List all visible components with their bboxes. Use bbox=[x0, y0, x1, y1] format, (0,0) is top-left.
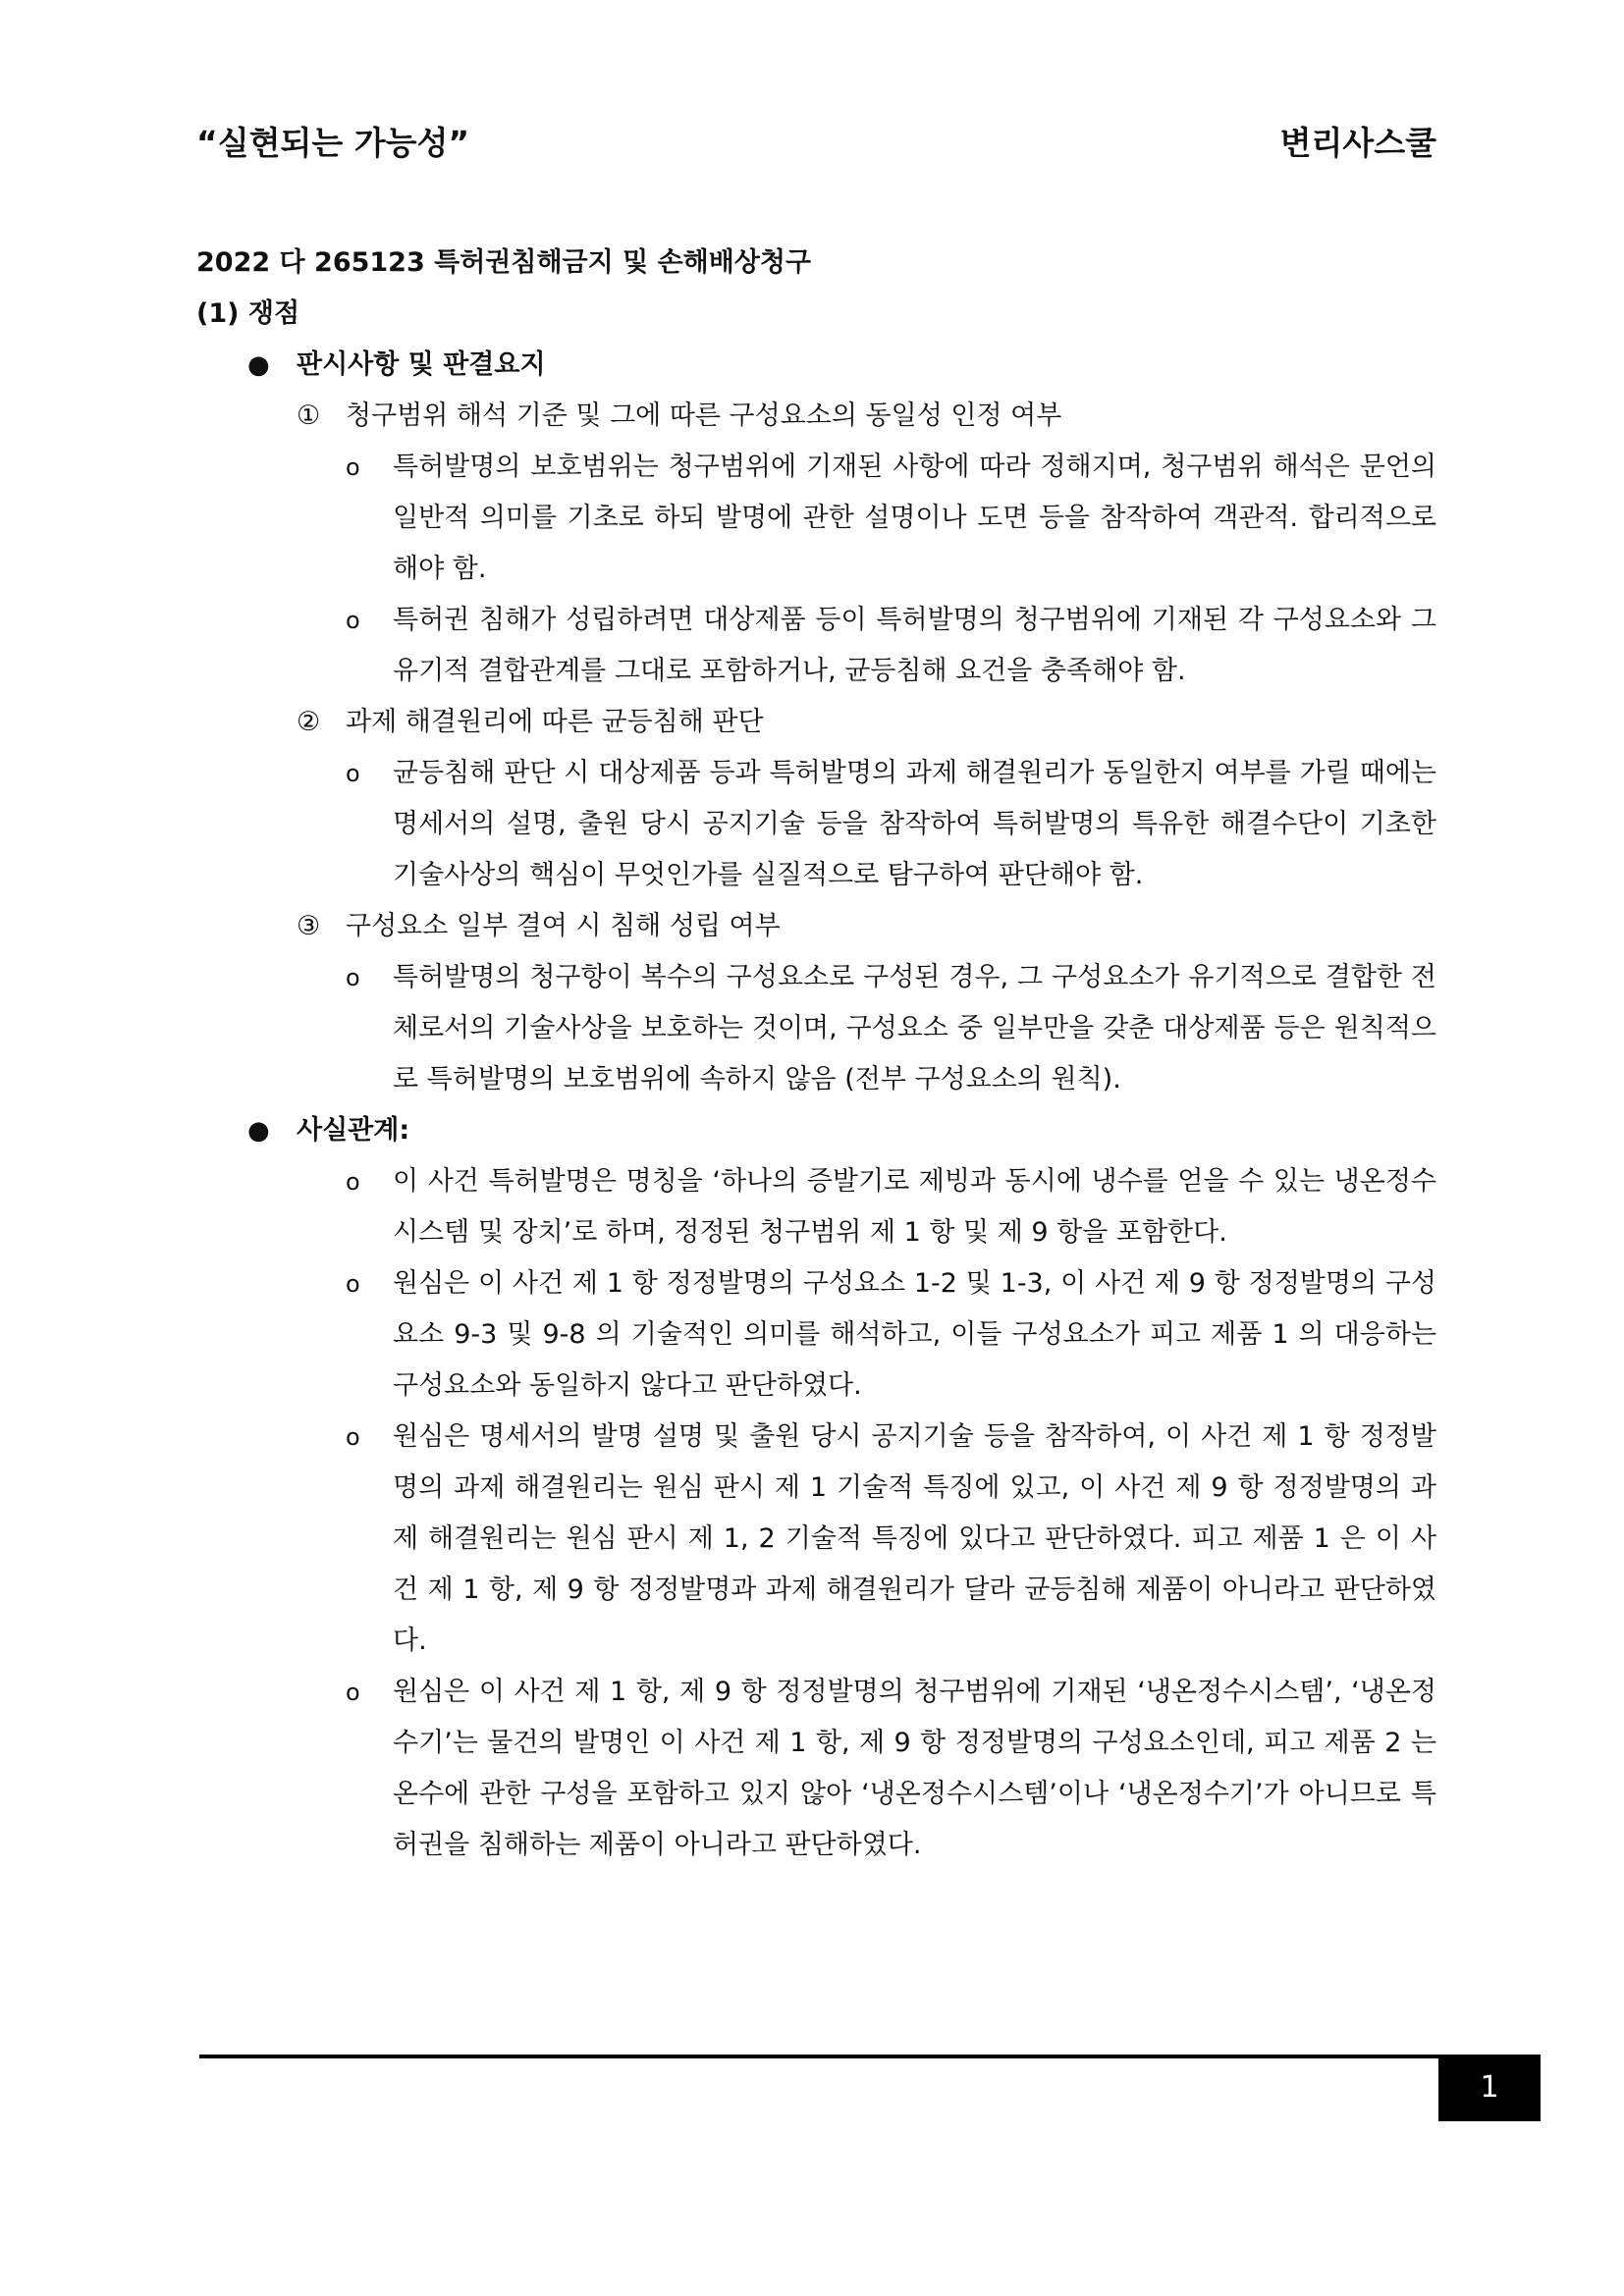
numbered-item-text: 과제 해결원리에 따른 균등침해 판단 bbox=[346, 707, 764, 737]
case-title: 2022 다 265123 특허권침해금지 및 손해배상청구 bbox=[196, 247, 812, 278]
sub-bullet-text: 특허발명의 청구항이 복수의 구성요소로 구성된 경우, 그 구성요소가 유기적으로 결합한 전체로서의 기술사상을 보호하는 것이며, 구성요소 중 일부만을 갖춘 대상제품 등은 원칙적으로 특허발명의 보호범위에 속하지 않음 (전부 구성요소의 원칙). bbox=[393, 962, 1436, 1095]
sub-bullet bbox=[196, 442, 1436, 595]
hollow-circle-icon: o bbox=[346, 1168, 360, 1196]
bullet-holdings bbox=[196, 340, 1436, 391]
sub-bullet-text: 이 사건 특허발명은 명칭을 ‘하나의 증발기로 제빙과 동시에 냉수를 얻을 수 있는 냉온정수시스템 및 장치’로 하며, 정정된 청구범위 제 1 항 및 제 9 항을 포함한다. bbox=[393, 1166, 1436, 1248]
page-number: 1 bbox=[1438, 2055, 1541, 2121]
sub-bullet bbox=[196, 1258, 1436, 1412]
numbered-item bbox=[196, 697, 1436, 748]
numbered-item-text: 청구범위 해석 기준 및 그에 따른 구성요소의 동일성 인정 여부 bbox=[346, 400, 1062, 431]
header-left-title: “실현되는 가능성” bbox=[196, 124, 470, 162]
sub-bullet-text: 특허권 침해가 성립하려면 대상제품 등이 특허발명의 청구범위에 기재된 각 구성요소와 그 유기적 결합관계를 그대로 포함하거나, 균등침해 요건을 충족해야 함. bbox=[393, 605, 1436, 686]
numbered-item-text: 구성요소 일부 결여 시 침해 성립 여부 bbox=[346, 911, 781, 941]
sub-bullet-text: 원심은 이 사건 제 1 항, 제 9 항 정정발명의 청구범위에 기재된 ‘냉온정수시스템’, ‘냉온정수기’는 물건의 발명인 이 사건 제 1 항, 제 9 항 정정발명의 구성요소인데, 피고 제품 2 는 온수에 관한 구성을 포함하고 있지 않아 ‘냉온정수시스템’이나 ‘냉온정수기’가 아니므로 특허권을 침해하는 제품이 아니라고 판단하였다. bbox=[393, 1677, 1436, 1860]
circled-number: ③ bbox=[297, 911, 321, 941]
hollow-circle-icon: o bbox=[346, 760, 360, 787]
hollow-circle-icon: o bbox=[346, 454, 360, 481]
bullet-dot-icon: ● bbox=[247, 1116, 270, 1146]
sub-bullet bbox=[196, 595, 1436, 697]
hollow-circle-icon: o bbox=[346, 607, 360, 634]
sub-bullet bbox=[196, 1412, 1436, 1667]
sub-bullet-text: 균등침해 판단 시 대상제품 등과 특허발명의 과제 해결원리가 동일한지 여부를 가릴 때에는 명세서의 설명, 출원 당시 공지기술 등을 참작하여 특허발명의 특유한 해결수단이 기초한 기술사상의 핵심이 무엇인가를 실질적으로 탐구하여 판단해야 함. bbox=[393, 758, 1436, 890]
hollow-circle-icon: o bbox=[346, 964, 360, 991]
bullet-dot-icon: ● bbox=[247, 350, 270, 380]
sub-bullet-text: 원심은 명세서의 발명 설명 및 출원 당시 공지기술 등을 참작하여, 이 사건 제 1 항 정정발명의 과제 해결원리는 원심 판시 제 1 기술적 특징에 있고, 이 사건 제 9 항 정정발명의 과제 해결원리는 원심 판시 제 1, 2 기술적 특징에 있다고 판단하였다. 피고 제품 1 은 이 사건 제 1 항, 제 9 항 정정발명과 과제 해결원리가 달라 균등침해 제품이 아니라고 판단하였다. bbox=[393, 1421, 1436, 1656]
sub-bullet bbox=[196, 1667, 1436, 1871]
sub-bullet bbox=[196, 1156, 1436, 1258]
sub-bullet bbox=[196, 748, 1436, 901]
bullet-facts bbox=[196, 1105, 1436, 1156]
footer-rule bbox=[199, 2055, 1438, 2058]
hollow-circle-icon: o bbox=[346, 1679, 360, 1706]
bullet-label: 판시사항 및 판결요지 bbox=[297, 349, 546, 380]
header-right-brand: 변리사스쿨 bbox=[1279, 124, 1436, 162]
circled-number: ② bbox=[297, 707, 321, 737]
sub-bullet bbox=[196, 952, 1436, 1105]
document-body bbox=[196, 238, 1436, 1871]
sub-bullet-text: 원심은 이 사건 제 1 항 정정발명의 구성요소 1-2 및 1-3, 이 사건 제 9 항 정정발명의 구성요소 9-3 및 9-8 의 기술적인 의미를 해석하고, 이들 구성요소가 피고 제품 1 의 대응하는 구성요소와 동일하지 않다고 판단하였다. bbox=[393, 1268, 1436, 1401]
circled-number: ① bbox=[297, 400, 321, 431]
numbered-item bbox=[196, 391, 1436, 442]
hollow-circle-icon: o bbox=[346, 1270, 360, 1298]
sub-bullet-text: 특허발명의 보호범위는 청구범위에 기재된 사항에 따라 정해지며, 청구범위 해석은 문언의 일반적 의미를 기초로 하되 발명에 관한 설명이나 도면 등을 참작하여 객관적. 합리적으로 해야 함. bbox=[393, 452, 1436, 584]
section-title: (1) 쟁점 bbox=[196, 298, 300, 329]
bullet-label: 사실관계: bbox=[297, 1115, 410, 1146]
hollow-circle-icon: o bbox=[346, 1423, 360, 1451]
numbered-item bbox=[196, 901, 1436, 952]
